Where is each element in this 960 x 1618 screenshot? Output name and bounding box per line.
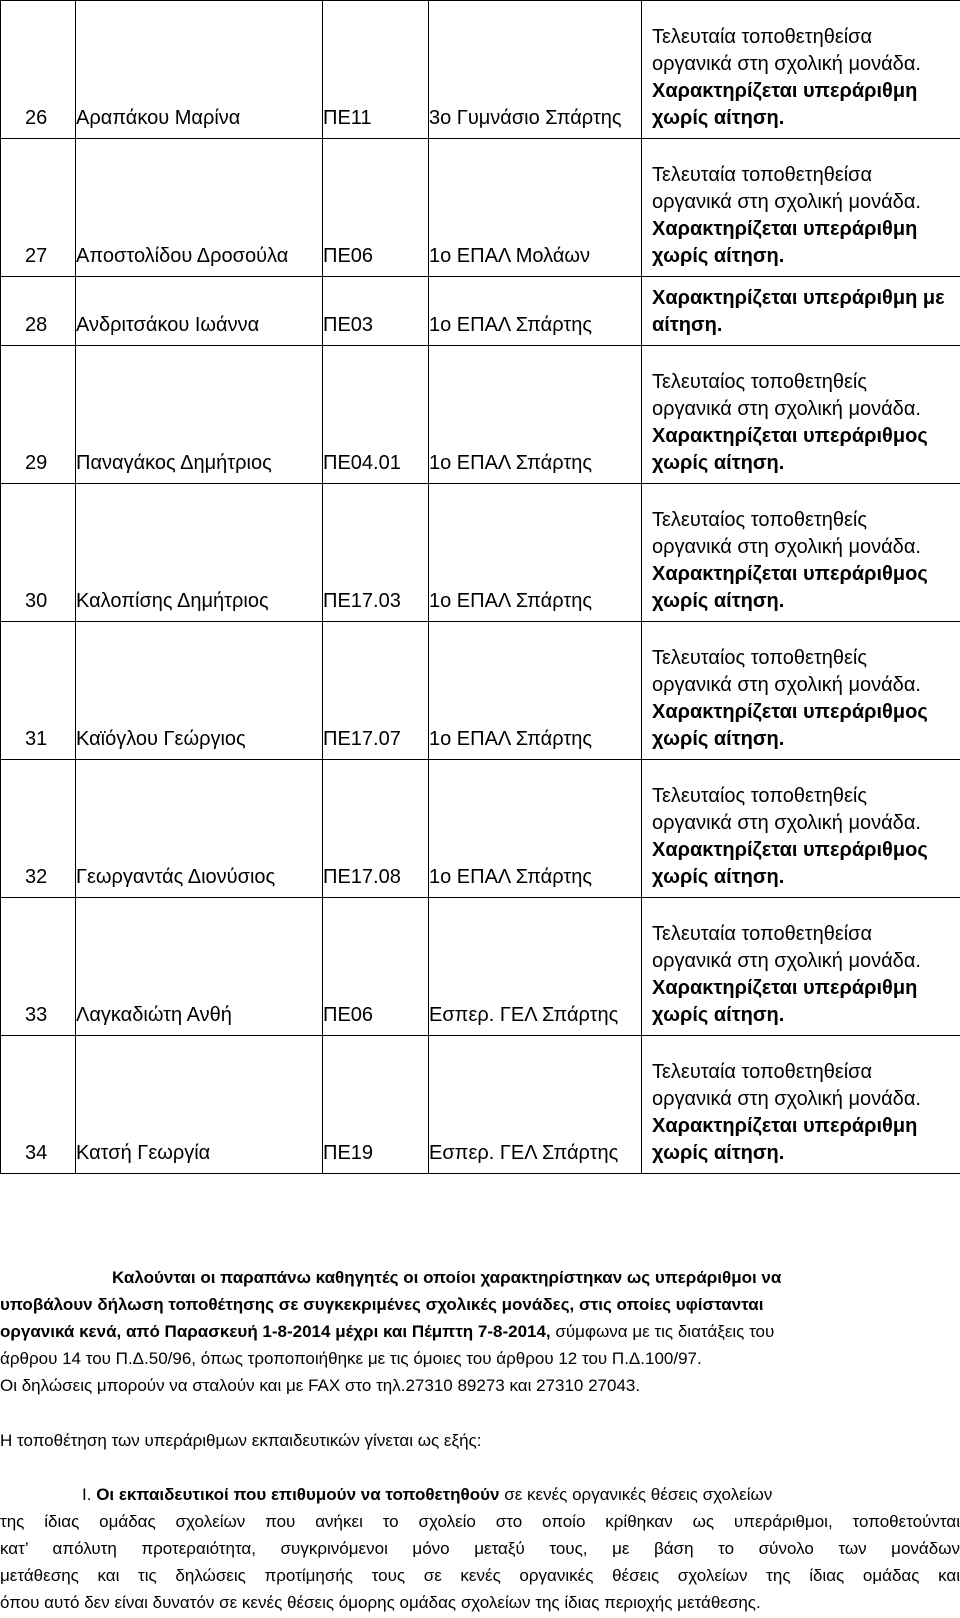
row-number: 28 [1,277,76,346]
specialty-code: ΠΕ19 [323,1036,429,1174]
table-row [1,484,960,622]
note-line: Χαρακτηρίζεται υπεράριθμη [652,80,918,102]
row-number: 27 [1,139,76,277]
note-line: οργανικά στη σχολική μονάδα. [652,812,921,834]
school-name: Εσπερ. ΓΕΛ Σπάρτης [429,1036,642,1174]
note-line: οργανικά στη σχολική μονάδα. [652,191,921,213]
row-number: 32 [1,760,76,898]
school-name: 1ο ΕΠΑΛ Μολάων [429,139,642,277]
school-name: 3ο Γυμνάσιο Σπάρτης [429,1,642,139]
note-cell [642,277,960,346]
note-line: Τελευταίος τοποθετηθείς [652,371,868,393]
note-line: χωρίς αίτηση. [652,728,785,750]
note-line: χωρίς αίτηση. [652,866,785,888]
note-line: Τελευταία τοποθετηθείσα [652,1061,873,1083]
table-row [1,898,960,1036]
teacher-name: Κατσή Γεωργία [76,1036,323,1174]
note-cell [642,346,960,484]
row-number: 31 [1,622,76,760]
teacher-name: Λαγκαδιώτη Ανθή [76,898,323,1036]
teacher-name: Καϊόγλου Γεώργιος [76,622,323,760]
table-row [1,1036,960,1174]
note-line: Χαρακτηρίζεται υπεράριθμος [652,839,928,861]
note-cell [642,760,960,898]
row-number: 29 [1,346,76,484]
specialty-code: ΠΕ03 [323,277,429,346]
table-row [1,346,960,484]
note-line: Χαρακτηρίζεται υπεράριθμος [652,425,928,447]
note-line: χωρίς αίτηση. [652,1142,785,1164]
specialty-code: ΠΕ17.03 [323,484,429,622]
specialty-code: ΠΕ11 [323,1,429,139]
procedure-line-3: κατ’ απόλυτη προτεραιότητα, συγκρινόμενοι μόνο μεταξύ τους, με βάση το σύνολο των μονάδων [0,1539,960,1558]
note-cell [642,1,960,139]
school-name: 1ο ΕΠΑΛ Σπάρτης [429,346,642,484]
note-line: αίτηση. [652,314,723,336]
note-line: οργανικά στη σχολική μονάδα. [652,53,921,75]
note-line: Τελευταίος τοποθετηθείς [652,785,868,807]
specialty-code: ΠΕ17.07 [323,622,429,760]
procedure-intro: Η τοποθέτηση των υπεράριθμων εκπαιδευτικών γίνεται ως εξής: [0,1431,482,1450]
table-row [1,1,960,139]
teacher-name: Καλοπίσης Δημήτριος [76,484,323,622]
note-line: χωρίς αίτηση. [652,245,785,267]
note-cell [642,898,960,1036]
note-line: Τελευταία τοποθετηθείσα [652,923,873,945]
teacher-name: Αποστολίδου Δροσούλα [76,139,323,277]
row-number: 26 [1,1,76,139]
announcement-line-3-bold: οργανικά κενά, από Παρασκευή 1-8-2014 μέχρι και Πέμπτη 7-8-2014, [0,1322,551,1341]
note-cell [642,622,960,760]
specialty-code: ΠΕ06 [323,139,429,277]
table-row [1,622,960,760]
teacher-name: Ανδριτσάκου Ιωάννα [76,277,323,346]
procedure-marker: Ι. [82,1485,92,1504]
note-line: οργανικά στη σχολική μονάδα. [652,536,921,558]
note-cell [642,139,960,277]
table-row [1,277,960,346]
note-line: οργανικά στη σχολική μονάδα. [652,674,921,696]
procedure-line-2: της ίδιας ομάδας σχολείων που ανήκει το σχολείο στο οποίο κρίθηκαν ως υπεράριθμοι, τοποθετούνται [0,1512,960,1531]
procedure-paragraph [0,1481,960,1616]
specialty-code: ΠΕ06 [323,898,429,1036]
note-line: Χαρακτηρίζεται υπεράριθμη [652,977,918,999]
note-line: χωρίς αίτηση. [652,452,785,474]
announcement-line-2: υποβάλουν δήλωση τοποθέτησης σε συγκεκριμένες σχολικές μονάδες, στις οποίες υφίστανται [0,1295,764,1314]
teacher-name: Γεωργαντάς Διονύσιος [76,760,323,898]
teacher-name: Παναγάκος Δημήτριος [76,346,323,484]
note-line: Τελευταία τοποθετηθείσα [652,164,873,186]
school-name: 1ο ΕΠΑΛ Σπάρτης [429,622,642,760]
school-name: 1ο ΕΠΑΛ Σπάρτης [429,484,642,622]
note-line: χωρίς αίτηση. [652,107,785,129]
school-name: Εσπερ. ΓΕΛ Σπάρτης [429,898,642,1036]
announcement-line-3-rest: σύμφωνα με τις διατάξεις του [550,1322,775,1341]
note-cell [642,484,960,622]
announcement-paragraph [0,1264,960,1399]
school-name: 1ο ΕΠΑΛ Σπάρτης [429,277,642,346]
procedure-bold: Οι εκπαιδευτικοί που επιθυμούν να τοποθετηθούν [96,1485,500,1504]
note-line: Χαρακτηρίζεται υπεράριθμη με [652,287,945,309]
note-line: Χαρακτηρίζεται υπεράριθμος [652,701,928,723]
note-line: Χαρακτηρίζεται υπεράριθμος [652,563,928,585]
note-line: Τελευταίος τοποθετηθείς [652,509,868,531]
row-number: 33 [1,898,76,1036]
procedure-rest: σε κενές οργανικές θέσεις σχολείων [499,1485,773,1504]
procedure-line-4: μετάθεσης και τις δηλώσεις προτίμησής τους σε κενές οργανικές θέσεις σχολείων της ίδιας ομάδας και [0,1566,960,1585]
note-line: Χαρακτηρίζεται υπεράριθμη [652,218,918,240]
specialty-code: ΠΕ17.08 [323,760,429,898]
note-line: οργανικά στη σχολική μονάδα. [652,1088,921,1110]
note-cell [642,1036,960,1174]
specialty-code: ΠΕ04.01 [323,346,429,484]
teacher-name: Αραπάκου Μαρίνα [76,1,323,139]
row-number: 30 [1,484,76,622]
table-row [1,139,960,277]
note-line: χωρίς αίτηση. [652,1004,785,1026]
note-line: Χαρακτηρίζεται υπεράριθμη [652,1115,918,1137]
note-line: οργανικά στη σχολική μονάδα. [652,950,921,972]
note-line: Τελευταίος τοποθετηθείς [652,647,868,669]
procedure-line-5: όπου αυτό δεν είναι δυνατόν σε κενές θέσεις όμορης ομάδας σχολείων της ίδιας περιοχής μετάθεσης. [0,1593,761,1612]
announcement-line-5: Οι δηλώσεις μπορούν να σταλούν και με FAX στο τηλ.27310 89273 και 27310 27043. [0,1376,641,1395]
note-line: χωρίς αίτηση. [652,590,785,612]
row-number: 34 [1,1036,76,1174]
announcement-line-4: άρθρου 14 του Π.Δ.50/96, όπως τροποποιήθηκε με τις όμοιες του άρθρου 12 του Π.Δ.100/97. [0,1349,702,1368]
announcement-line-1: Καλούνται οι παραπάνω καθηγητές οι οποίοι χαρακτηρίστηκαν ως υπεράριθμοι να [112,1268,782,1287]
note-line: Τελευταία τοποθετηθείσα [652,26,873,48]
note-line: οργανικά στη σχολική μονάδα. [652,398,921,420]
school-name: 1ο ΕΠΑΛ Σπάρτης [429,760,642,898]
table-row [1,760,960,898]
